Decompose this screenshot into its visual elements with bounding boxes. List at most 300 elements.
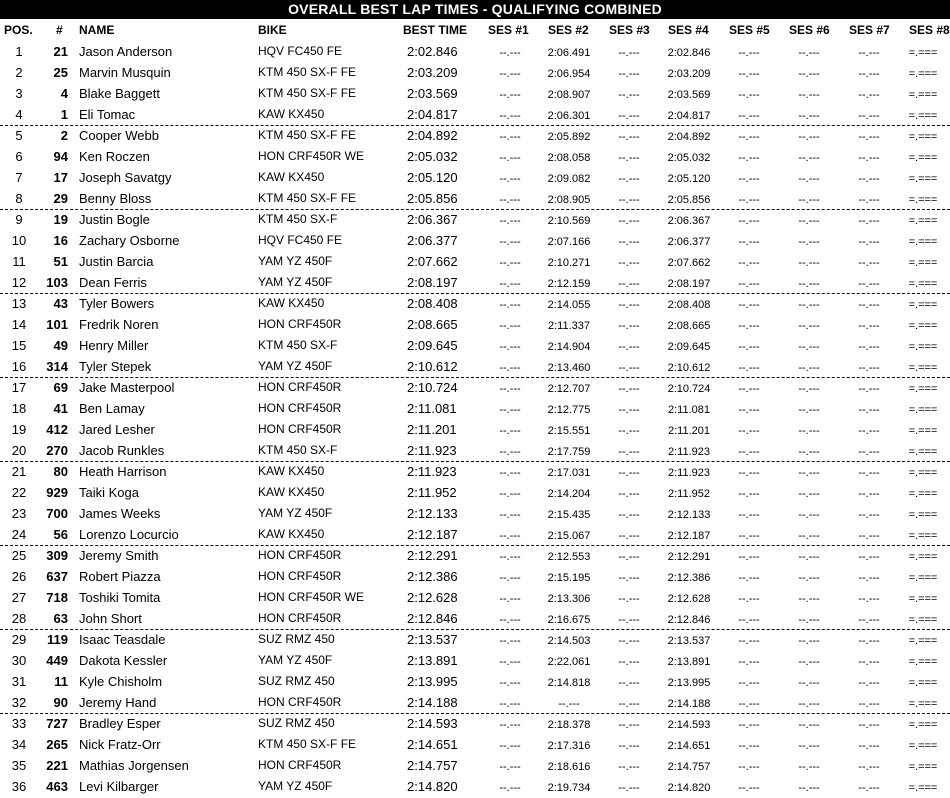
header-best-time: BEST TIME [403,23,468,37]
ses1-cell: --.--- [499,89,521,101]
number-cell: 221 [46,758,68,773]
ses7-cell: --.--- [858,215,880,227]
ses8-cell: =.=== [908,719,938,731]
bike-cell: HON CRF450R [258,422,342,436]
header-pos: POS. [4,23,33,37]
ses1-cell: --.--- [499,572,521,584]
bike-cell: HON CRF450R [258,611,342,625]
ses8-cell: =.=== [908,320,938,332]
ses2-cell: 2:13.306 [547,593,591,605]
ses5-cell: --.--- [738,299,760,311]
number-cell: 119 [47,632,68,647]
ses2-cell: 2:18.378 [547,719,591,731]
ses2-cell: 2:06.491 [547,47,591,59]
number-cell: 700 [46,506,68,521]
ses3-cell: --.--- [618,173,640,185]
ses4-cell: 2:14.757 [667,761,711,773]
table-row [0,567,950,588]
ses3-cell: --.--- [618,488,640,500]
ses5-cell: --.--- [738,257,760,269]
pos-cell: 25 [11,548,27,563]
ses5-cell: --.--- [738,635,760,647]
table-row [0,441,950,462]
number-cell: 51 [53,254,68,269]
ses4-cell: 2:08.197 [667,278,711,290]
number-cell: 929 [46,485,68,500]
ses7-cell: --.--- [858,719,880,731]
ses2-cell: 2:15.067 [547,530,591,542]
ses6-cell: --.--- [798,257,820,269]
ses2-cell: 2:08.905 [547,194,591,206]
ses7-cell: --.--- [858,47,880,59]
ses7-cell: --.--- [858,383,880,395]
ses8-cell: =.=== [908,656,938,668]
ses4-cell: 2:14.820 [667,782,711,794]
ses5-cell: --.--- [738,593,760,605]
pos-cell: 30 [11,653,27,668]
ses3-cell: --.--- [618,110,640,122]
ses8-cell: =.=== [908,47,938,59]
ses6-cell: --.--- [798,761,820,773]
bike-cell: KTM 450 SX-F [258,212,338,226]
ses5-cell: --.--- [738,320,760,332]
ses1-cell: --.--- [499,152,521,164]
ses2-cell: 2:10.271 [547,257,591,269]
bike-cell: HON CRF450R [258,317,342,331]
header-ses3: SES #3 [609,23,650,37]
best-time-cell: 2:11.201 [407,422,457,437]
pos-cell: 1 [15,44,23,59]
pos-cell: 33 [11,716,27,731]
name-cell: Jake Masterpool [79,380,175,395]
ses5-cell: --.--- [738,719,760,731]
pos-cell: 28 [11,611,27,626]
bike-cell: HON CRF450R WE [258,149,365,163]
ses5-cell: --.--- [738,362,760,374]
ses3-cell: --.--- [618,425,640,437]
name-cell: Marvin Musquin [79,65,171,80]
ses4-cell: 2:09.645 [667,341,711,353]
best-time-cell: 2:12.187 [407,527,458,542]
ses5-cell: --.--- [738,194,760,206]
table-row [0,84,950,105]
table-row [0,777,950,798]
ses1-cell: --.--- [499,761,521,773]
ses1-cell: --.--- [499,782,521,794]
ses8-cell: =.=== [908,194,938,206]
ses4-cell: 2:07.662 [667,257,711,269]
ses7-cell: --.--- [858,761,880,773]
number-cell: 309 [46,548,68,563]
ses4-cell: 2:10.724 [667,383,711,395]
ses5-cell: --.--- [738,383,760,395]
name-cell: Cooper Webb [79,128,159,143]
pos-cell: 11 [12,254,26,269]
pos-cell: 9 [15,212,23,227]
ses8-cell: =.=== [908,677,938,689]
ses2-cell: 2:06.954 [547,68,591,80]
table-row [0,315,950,336]
ses6-cell: --.--- [798,68,820,80]
ses7-cell: --.--- [858,509,880,521]
ses8-cell: =.=== [908,614,938,626]
ses6-cell: --.--- [798,446,820,458]
ses1-cell: --.--- [499,635,521,647]
ses3-cell: --.--- [618,362,640,374]
table-row [0,189,950,210]
ses7-cell: --.--- [858,614,880,626]
number-cell: 19 [53,212,68,227]
ses3-cell: --.--- [618,635,640,647]
ses1-cell: --.--- [499,530,521,542]
ses2-cell: 2:14.503 [547,635,591,647]
ses5-cell: --.--- [738,173,760,185]
ses7-cell: --.--- [858,68,880,80]
ses6-cell: --.--- [798,509,820,521]
number-cell: 69 [53,380,68,395]
ses4-cell: 2:05.120 [667,173,711,185]
name-cell: Robert Piazza [79,569,161,584]
name-cell: Justin Bogle [79,212,150,227]
ses2-cell: 2:08.907 [547,89,591,101]
pos-cell: 34 [11,737,27,752]
table-row [0,714,950,735]
table-row [0,357,950,378]
ses7-cell: --.--- [858,656,880,668]
ses4-cell: 2:14.651 [667,740,711,752]
best-time-cell: 2:07.662 [407,254,458,269]
best-time-cell: 2:05.856 [407,191,458,206]
ses7-cell: --.--- [858,530,880,542]
best-time-cell: 2:10.612 [407,359,458,374]
number-cell: 1 [60,107,68,122]
pos-cell: 7 [15,170,23,185]
ses6-cell: --.--- [798,740,820,752]
ses4-cell: 2:11.923 [667,446,710,458]
best-time-cell: 2:08.665 [407,317,458,332]
ses3-cell: --.--- [618,614,640,626]
bike-cell: YAM YZ 450F [258,359,333,373]
ses2-cell: 2:12.775 [547,404,591,416]
table-row [0,546,950,567]
ses7-cell: --.--- [858,320,880,332]
ses8-cell: =.=== [908,782,938,794]
number-cell: 25 [53,65,68,80]
name-cell: Justin Barcia [79,254,154,269]
ses4-cell: 2:03.209 [667,68,711,80]
bike-cell: KTM 450 SX-F [258,338,338,352]
ses3-cell: --.--- [618,89,640,101]
ses2-cell: 2:09.082 [547,173,591,185]
best-time-cell: 2:12.628 [407,590,458,605]
table-row [0,210,950,231]
ses2-cell: 2:15.195 [547,572,591,584]
name-cell: Ken Roczen [79,149,150,164]
ses4-cell: 2:11.081 [667,404,710,416]
ses2-cell: 2:12.553 [547,551,591,563]
ses2-cell: 2:22.061 [547,656,591,668]
table-header [0,19,950,39]
ses5-cell: --.--- [738,68,760,80]
ses4-cell: 2:12.291 [667,551,711,563]
name-cell: Levi Kilbarger [79,779,159,794]
number-cell: 637 [46,569,68,584]
ses3-cell: --.--- [618,509,640,521]
table-row [0,105,950,126]
pos-cell: 19 [11,422,27,437]
number-cell: 41 [53,401,68,416]
ses7-cell: --.--- [858,572,880,584]
ses3-cell: --.--- [618,446,640,458]
name-cell: Nick Fratz-Orr [79,737,161,752]
ses2-cell: 2:10.569 [547,215,591,227]
best-time-cell: 2:13.995 [407,674,458,689]
ses6-cell: --.--- [798,47,820,59]
header-ses8: SES #8 [909,23,950,37]
ses5-cell: --.--- [738,236,760,248]
ses3-cell: --.--- [618,698,640,710]
best-time-cell: 2:12.133 [407,506,458,521]
ses4-cell: 2:06.377 [667,236,711,248]
ses7-cell: --.--- [858,446,880,458]
number-cell: 63 [53,611,68,626]
ses2-cell: 2:18.616 [547,761,591,773]
ses7-cell: --.--- [858,194,880,206]
ses3-cell: --.--- [618,68,640,80]
best-time-cell: 2:14.188 [407,695,458,710]
ses1-cell: --.--- [499,446,521,458]
ses8-cell: =.=== [908,341,938,353]
ses3-cell: --.--- [618,782,640,794]
ses7-cell: --.--- [858,362,880,374]
ses4-cell: 2:11.952 [667,488,710,500]
ses5-cell: --.--- [738,89,760,101]
ses6-cell: --.--- [798,320,820,332]
table-row [0,735,950,756]
ses2-cell: 2:12.159 [547,278,591,290]
ses8-cell: =.=== [908,89,938,101]
ses6-cell: --.--- [798,152,820,164]
table-row [0,252,950,273]
ses5-cell: --.--- [738,278,760,290]
ses3-cell: --.--- [618,194,640,206]
ses5-cell: --.--- [738,614,760,626]
best-time-cell: 2:06.377 [407,233,458,248]
ses6-cell: --.--- [798,194,820,206]
ses6-cell: --.--- [798,782,820,794]
ses2-cell: 2:16.675 [547,614,591,626]
ses2-cell: 2:05.892 [547,131,591,143]
pos-cell: 14 [11,317,27,332]
ses8-cell: =.=== [908,362,938,374]
best-time-cell: 2:14.757 [407,758,458,773]
ses1-cell: --.--- [499,488,521,500]
ses3-cell: --.--- [618,677,640,689]
name-cell: Heath Harrison [79,464,167,479]
best-time-cell: 2:14.651 [407,737,458,752]
best-time-cell: 2:11.923 [407,464,457,479]
bike-cell: KTM 450 SX-F FE [258,65,357,79]
number-cell: 4 [60,86,68,101]
results-table [0,42,950,798]
number-cell: 16 [53,233,68,248]
bike-cell: YAM YZ 450F [258,275,333,289]
ses6-cell: --.--- [798,677,820,689]
ses5-cell: --.--- [738,47,760,59]
ses1-cell: --.--- [499,278,521,290]
bike-cell: HQV FC450 FE [258,233,343,247]
bike-cell: KAW KX450 [258,485,325,499]
bike-cell: SUZ RMZ 450 [258,632,335,646]
ses4-cell: 2:06.367 [667,215,711,227]
name-cell: Jared Lesher [79,422,155,437]
ses3-cell: --.--- [618,572,640,584]
ses6-cell: --.--- [798,131,820,143]
ses1-cell: --.--- [499,551,521,563]
ses7-cell: --.--- [858,236,880,248]
best-time-cell: 2:02.846 [407,44,458,59]
ses1-cell: --.--- [499,404,521,416]
name-cell: Joseph Savatgy [79,170,172,185]
name-cell: Ben Lamay [79,401,145,416]
ses8-cell: =.=== [908,68,938,80]
ses3-cell: --.--- [618,299,640,311]
ses6-cell: --.--- [798,404,820,416]
number-cell: 49 [53,338,68,353]
ses1-cell: --.--- [499,47,521,59]
ses6-cell: --.--- [798,425,820,437]
ses6-cell: --.--- [798,383,820,395]
header-ses7: SES #7 [849,23,890,37]
ses2-cell: 2:17.031 [547,467,591,479]
pos-cell: 6 [15,149,23,164]
ses7-cell: --.--- [858,257,880,269]
number-cell: 29 [53,191,68,206]
best-time-cell: 2:12.291 [407,548,458,563]
ses3-cell: --.--- [618,761,640,773]
ses6-cell: --.--- [798,530,820,542]
best-time-cell: 2:08.197 [407,275,458,290]
table-row [0,609,950,630]
number-cell: 90 [53,695,68,710]
pos-cell: 36 [11,779,27,794]
pos-cell: 17 [11,380,27,395]
pos-cell: 3 [15,86,23,101]
ses5-cell: --.--- [738,341,760,353]
ses2-cell: 2:15.551 [547,425,591,437]
bike-cell: KTM 450 SX-F FE [258,191,357,205]
best-time-cell: 2:13.537 [407,632,458,647]
ses6-cell: --.--- [798,215,820,227]
pos-cell: 12 [11,275,27,290]
bike-cell: KAW KX450 [258,527,325,541]
pos-cell: 29 [11,632,27,647]
ses8-cell: =.=== [908,236,938,248]
ses1-cell: --.--- [499,299,521,311]
bike-cell: KAW KX450 [258,296,325,310]
ses2-cell: 2:14.204 [547,488,591,500]
ses1-cell: --.--- [499,383,521,395]
ses1-cell: --.--- [499,656,521,668]
name-cell: Toshiki Tomita [79,590,161,605]
ses4-cell: 2:04.817 [667,110,711,122]
ses3-cell: --.--- [618,236,640,248]
pos-cell: 31 [11,674,27,689]
ses2-cell: 2:14.904 [547,341,591,353]
ses2-cell: 2:13.460 [547,362,591,374]
ses4-cell: 2:13.995 [667,677,711,689]
table-row [0,294,950,315]
ses6-cell: --.--- [798,635,820,647]
table-row [0,672,950,693]
ses6-cell: --.--- [798,572,820,584]
ses8-cell: =.=== [908,593,938,605]
ses1-cell: --.--- [499,194,521,206]
pos-cell: 35 [11,758,27,773]
header-ses2: SES #2 [548,23,589,37]
ses3-cell: --.--- [618,320,640,332]
ses8-cell: =.=== [908,572,938,584]
number-cell: 101 [46,317,68,332]
number-cell: 463 [46,779,68,794]
pos-cell: 16 [11,359,27,374]
ses2-cell: 2:11.337 [547,320,590,332]
name-cell: Bradley Esper [79,716,161,731]
ses1-cell: --.--- [499,236,521,248]
ses6-cell: --.--- [798,467,820,479]
page-title: OVERALL BEST LAP TIMES - QUALIFYING COMBINED [0,0,950,19]
best-time-cell: 2:03.209 [407,65,458,80]
number-cell: 11 [54,674,68,689]
ses5-cell: --.--- [738,551,760,563]
ses3-cell: --.--- [618,131,640,143]
ses7-cell: --.--- [858,488,880,500]
ses3-cell: --.--- [618,383,640,395]
ses4-cell: 2:12.187 [667,530,711,542]
ses4-cell: 2:08.408 [667,299,711,311]
ses1-cell: --.--- [499,593,521,605]
header-name: NAME [79,23,115,37]
ses7-cell: --.--- [858,173,880,185]
ses1-cell: --.--- [499,110,521,122]
pos-cell: 23 [11,506,27,521]
ses6-cell: --.--- [798,656,820,668]
ses7-cell: --.--- [858,152,880,164]
ses5-cell: --.--- [738,152,760,164]
bike-cell: YAM YZ 450F [258,506,333,520]
ses8-cell: =.=== [908,299,938,311]
ses1-cell: --.--- [499,173,521,185]
ses4-cell: 2:10.612 [667,362,711,374]
ses6-cell: --.--- [798,593,820,605]
ses8-cell: =.=== [908,467,938,479]
table-row [0,525,950,546]
ses7-cell: --.--- [858,110,880,122]
ses8-cell: =.=== [908,446,938,458]
name-cell: Isaac Teasdale [79,632,166,647]
pos-cell: 18 [11,401,27,416]
bike-cell: KAW KX450 [258,107,325,121]
ses2-cell: --.--- [558,698,580,710]
table-row [0,504,950,525]
ses2-cell: 2:17.759 [547,446,591,458]
number-cell: 727 [46,716,68,731]
ses5-cell: --.--- [738,467,760,479]
ses1-cell: --.--- [499,131,521,143]
header-number: # [56,23,63,37]
table-row [0,126,950,147]
name-cell: James Weeks [79,506,161,521]
